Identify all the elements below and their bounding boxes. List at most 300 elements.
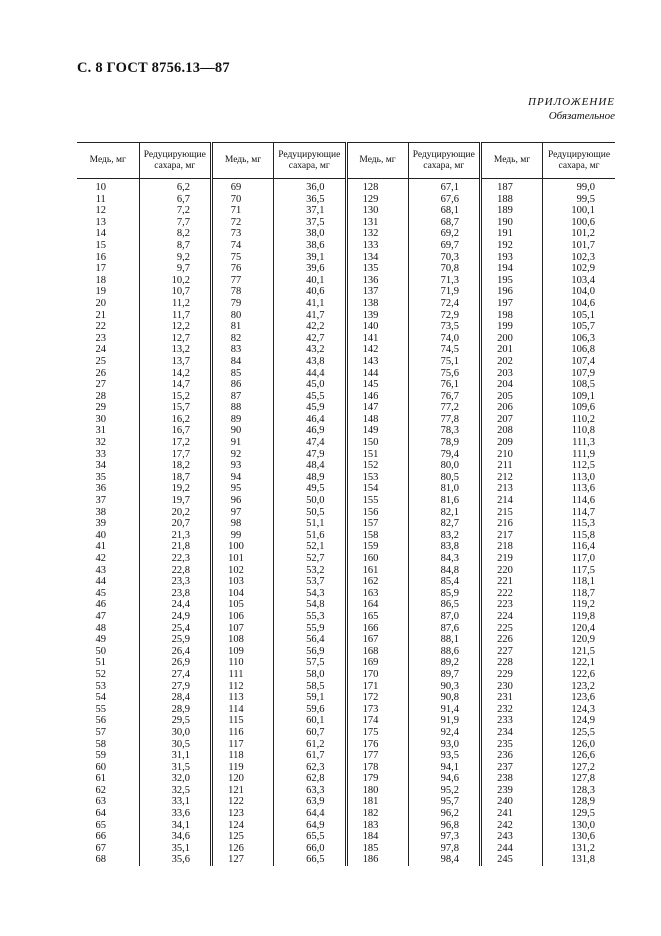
copper-cell: 82 xyxy=(212,333,274,345)
copper-cell: 169 xyxy=(346,657,408,669)
sugar-cell: 9,7 xyxy=(139,263,212,275)
copper-cell: 165 xyxy=(346,611,408,623)
copper-cell: 189 xyxy=(481,205,543,217)
copper-cell: 101 xyxy=(212,553,274,565)
sugar-cell: 85,4 xyxy=(408,576,481,588)
table-row xyxy=(77,228,615,240)
copper-cell: 204 xyxy=(481,379,543,391)
sugar-cell: 51,1 xyxy=(274,518,347,530)
copper-cell: 81 xyxy=(212,321,274,333)
sugar-cell: 106,8 xyxy=(543,344,616,356)
sugar-cell: 120,4 xyxy=(543,623,616,635)
copper-cell: 116 xyxy=(212,727,274,739)
copper-cell: 44 xyxy=(95,576,106,588)
copper-cell: 226 xyxy=(481,634,543,646)
copper-cell: 208 xyxy=(481,425,543,437)
sugar-cell: 71,3 xyxy=(408,275,481,287)
sugar-cell: 77,2 xyxy=(408,402,481,414)
sugar-cell: 102,3 xyxy=(543,252,616,264)
copper-cell: 57 xyxy=(95,726,106,738)
sugar-cell: 128,9 xyxy=(543,796,616,808)
copper-cell: 225 xyxy=(481,623,543,635)
sugar-cell: 83,8 xyxy=(408,541,481,553)
sugar-cell: 75,6 xyxy=(408,368,481,380)
copper-cell: 132 xyxy=(346,228,408,240)
sugar-cell: 131,8 xyxy=(543,854,616,866)
sugar-cell: 17,7 xyxy=(139,449,212,461)
sugar-cell: 75,1 xyxy=(408,356,481,368)
copper-cell: 47 xyxy=(95,610,106,622)
copper-cell: 153 xyxy=(346,472,408,484)
table-row xyxy=(77,681,615,693)
sugar-cell: 70,3 xyxy=(408,252,481,264)
copper-cell: 49 xyxy=(95,634,106,646)
copper-cell: 236 xyxy=(481,750,543,762)
copper-cell: 197 xyxy=(481,298,543,310)
sugar-cell: 31,1 xyxy=(139,750,212,762)
sugar-cell: 74,5 xyxy=(408,344,481,356)
copper-cell: 99 xyxy=(212,530,274,542)
copper-cell: 71 xyxy=(212,205,274,217)
table-row xyxy=(77,808,615,820)
copper-cell: 48 xyxy=(95,622,106,634)
copper-cell: 168 xyxy=(346,646,408,658)
sugar-cell: 84,8 xyxy=(408,565,481,577)
copper-cell: 15 xyxy=(95,239,106,251)
sugar-cell: 56,4 xyxy=(274,634,347,646)
table-row xyxy=(77,599,615,611)
sugar-cell: 126,6 xyxy=(543,750,616,762)
sugar-cell: 73,5 xyxy=(408,321,481,333)
sugar-cell: 67,6 xyxy=(408,194,481,206)
copper-cell: 65 xyxy=(95,819,106,831)
copper-cell: 86 xyxy=(212,379,274,391)
copper-cell: 188 xyxy=(481,194,543,206)
copper-cell: 238 xyxy=(481,773,543,785)
table-row xyxy=(77,507,615,519)
sugar-cell: 114,6 xyxy=(543,495,616,507)
sugar-cell: 7,2 xyxy=(139,205,212,217)
sugar-cell: 9,2 xyxy=(139,252,212,264)
sugar-cell: 127,2 xyxy=(543,762,616,774)
copper-cell: 158 xyxy=(346,530,408,542)
copper-cell: 50 xyxy=(95,645,106,657)
copper-cell: 98 xyxy=(212,518,274,530)
sugar-cell: 111,3 xyxy=(543,437,616,449)
sugar-cell: 60,1 xyxy=(274,715,347,727)
copper-cell: 33 xyxy=(95,448,106,460)
copper-cell: 60 xyxy=(95,761,106,773)
table-row xyxy=(77,179,615,194)
sugar-cell: 60,7 xyxy=(274,727,347,739)
copper-cell: 94 xyxy=(212,472,274,484)
copper-cell: 46 xyxy=(95,599,106,611)
sugar-cell: 121,5 xyxy=(543,646,616,658)
copper-cell: 107 xyxy=(212,623,274,635)
table-row xyxy=(77,310,615,322)
copper-cell: 10 xyxy=(95,182,106,193)
sugar-cell: 115,8 xyxy=(543,530,616,542)
copper-cell: 51 xyxy=(95,657,106,669)
sugar-cell: 58,0 xyxy=(274,669,347,681)
sugar-cell: 38,0 xyxy=(274,228,347,240)
copper-cell: 14 xyxy=(95,228,106,240)
sugar-cell: 50,5 xyxy=(274,507,347,519)
sugar-cell: 30,5 xyxy=(139,739,212,751)
table-row xyxy=(77,576,615,588)
sugar-cell: 28,4 xyxy=(139,692,212,704)
sugar-cell: 10,7 xyxy=(139,286,212,298)
sugar-cell: 109,1 xyxy=(543,391,616,403)
copper-cell: 184 xyxy=(346,831,408,843)
copper-cell: 176 xyxy=(346,739,408,751)
sugar-cell: 62,3 xyxy=(274,762,347,774)
sugar-cell: 11,7 xyxy=(139,310,212,322)
header-copper: Медь, мг xyxy=(77,143,139,179)
sugar-cell: 93,0 xyxy=(408,739,481,751)
sugar-cell: 120,9 xyxy=(543,634,616,646)
sugar-cell: 19,7 xyxy=(139,495,212,507)
table-row xyxy=(77,240,615,252)
copper-cell: 125 xyxy=(212,831,274,843)
table-row xyxy=(77,773,615,785)
sugar-cell: 41,1 xyxy=(274,298,347,310)
table-row xyxy=(77,321,615,333)
copper-cell: 211 xyxy=(481,460,543,472)
copper-cell: 180 xyxy=(346,785,408,797)
sugar-cell: 127,8 xyxy=(543,773,616,785)
sugar-cell: 55,3 xyxy=(274,611,347,623)
copper-cell: 203 xyxy=(481,368,543,380)
copper-cell: 156 xyxy=(346,507,408,519)
sugar-cell: 16,7 xyxy=(139,425,212,437)
copper-cell: 80 xyxy=(212,310,274,322)
sugar-cell: 59,6 xyxy=(274,704,347,716)
table-row xyxy=(77,391,615,403)
copper-sugar-table xyxy=(77,142,615,866)
copper-cell: 138 xyxy=(346,298,408,310)
copper-cell: 131 xyxy=(346,217,408,229)
copper-cell: 218 xyxy=(481,541,543,553)
sugar-cell: 88,1 xyxy=(408,634,481,646)
copper-cell: 241 xyxy=(481,808,543,820)
copper-cell: 161 xyxy=(346,565,408,577)
sugar-cell: 110,8 xyxy=(543,425,616,437)
sugar-cell: 23,3 xyxy=(139,576,212,588)
sugar-cell: 24,4 xyxy=(139,599,212,611)
table-row xyxy=(77,541,615,553)
sugar-cell: 104,6 xyxy=(543,298,616,310)
copper-cell: 69 xyxy=(212,179,274,194)
copper-cell: 212 xyxy=(481,472,543,484)
sugar-cell: 15,2 xyxy=(139,391,212,403)
sugar-cell: 123,2 xyxy=(543,681,616,693)
copper-cell: 172 xyxy=(346,692,408,704)
copper-cell: 90 xyxy=(212,425,274,437)
sugar-cell: 56,9 xyxy=(274,646,347,658)
copper-cell: 154 xyxy=(346,483,408,495)
table-row xyxy=(77,368,615,380)
sugar-cell: 111,9 xyxy=(543,449,616,461)
sugar-cell: 74,0 xyxy=(408,333,481,345)
sugar-cell: 122,1 xyxy=(543,657,616,669)
copper-cell: 130 xyxy=(346,205,408,217)
copper-cell: 237 xyxy=(481,762,543,774)
table-row xyxy=(77,588,615,600)
copper-cell: 118 xyxy=(212,750,274,762)
sugar-cell: 67,1 xyxy=(408,179,481,194)
copper-cell: 134 xyxy=(346,252,408,264)
copper-cell: 150 xyxy=(346,437,408,449)
table-row xyxy=(77,634,615,646)
copper-cell: 194 xyxy=(481,263,543,275)
copper-cell: 160 xyxy=(346,553,408,565)
copper-cell: 222 xyxy=(481,588,543,600)
table-row xyxy=(77,275,615,287)
sugar-cell: 129,5 xyxy=(543,808,616,820)
header-copper: Медь, мг xyxy=(212,143,274,179)
copper-cell: 167 xyxy=(346,634,408,646)
copper-cell: 179 xyxy=(346,773,408,785)
sugar-cell: 32,5 xyxy=(139,785,212,797)
sugar-cell: 8,7 xyxy=(139,240,212,252)
sugar-cell: 86,5 xyxy=(408,599,481,611)
sugar-cell: 38,6 xyxy=(274,240,347,252)
sugar-cell: 27,4 xyxy=(139,669,212,681)
copper-cell: 140 xyxy=(346,321,408,333)
table-row xyxy=(77,495,615,507)
copper-cell: 54 xyxy=(95,692,106,704)
copper-cell: 205 xyxy=(481,391,543,403)
copper-cell: 42 xyxy=(95,553,106,564)
sugar-cell: 45,9 xyxy=(274,402,347,414)
copper-cell: 115 xyxy=(212,715,274,727)
sugar-cell: 102,9 xyxy=(543,263,616,275)
sugar-cell: 95,7 xyxy=(408,796,481,808)
table-row xyxy=(77,715,615,727)
sugar-cell: 41,7 xyxy=(274,310,347,322)
sugar-cell: 15,7 xyxy=(139,402,212,414)
sugar-cell: 126,0 xyxy=(543,739,616,751)
copper-cell: 201 xyxy=(481,344,543,356)
copper-cell: 97 xyxy=(212,507,274,519)
sugar-cell: 39,6 xyxy=(274,263,347,275)
sugar-cell: 128,3 xyxy=(543,785,616,797)
sugar-cell: 20,7 xyxy=(139,518,212,530)
sugar-cell: 110,2 xyxy=(543,414,616,426)
sugar-cell: 123,6 xyxy=(543,692,616,704)
sugar-cell: 14,7 xyxy=(139,379,212,391)
sugar-cell: 6,7 xyxy=(139,194,212,206)
table-row xyxy=(77,843,615,855)
sugar-cell: 42,2 xyxy=(274,321,347,333)
sugar-cell: 94,1 xyxy=(408,762,481,774)
copper-cell: 144 xyxy=(346,368,408,380)
sugar-cell: 69,2 xyxy=(408,228,481,240)
sugar-cell: 90,8 xyxy=(408,692,481,704)
sugar-cell: 88,6 xyxy=(408,646,481,658)
sugar-cell: 99,5 xyxy=(543,194,616,206)
copper-cell: 12 xyxy=(95,205,106,217)
copper-cell: 38 xyxy=(95,506,106,518)
copper-cell: 91 xyxy=(212,437,274,449)
copper-cell: 72 xyxy=(212,217,274,229)
copper-cell: 45 xyxy=(95,587,106,599)
copper-cell: 117 xyxy=(212,739,274,751)
copper-cell: 231 xyxy=(481,692,543,704)
sugar-cell: 64,4 xyxy=(274,808,347,820)
copper-cell: 75 xyxy=(212,252,274,264)
copper-cell: 124 xyxy=(212,820,274,832)
copper-cell: 215 xyxy=(481,507,543,519)
sugar-cell: 19,2 xyxy=(139,483,212,495)
copper-cell: 104 xyxy=(212,588,274,600)
sugar-cell: 93,5 xyxy=(408,750,481,762)
table-row xyxy=(77,692,615,704)
table-row xyxy=(77,820,615,832)
copper-cell: 200 xyxy=(481,333,543,345)
copper-cell: 113 xyxy=(212,692,274,704)
copper-cell: 73 xyxy=(212,228,274,240)
copper-cell: 20 xyxy=(95,297,106,309)
sugar-cell: 39,1 xyxy=(274,252,347,264)
sugar-cell: 122,6 xyxy=(543,669,616,681)
sugar-cell: 96,8 xyxy=(408,820,481,832)
copper-cell: 228 xyxy=(481,657,543,669)
sugar-cell: 124,3 xyxy=(543,704,616,716)
table-row xyxy=(77,460,615,472)
copper-cell: 66 xyxy=(95,831,106,843)
copper-cell: 70 xyxy=(212,194,274,206)
sugar-cell: 44,4 xyxy=(274,368,347,380)
copper-cell: 136 xyxy=(346,275,408,287)
sugar-cell: 47,4 xyxy=(274,437,347,449)
copper-cell: 121 xyxy=(212,785,274,797)
copper-cell: 202 xyxy=(481,356,543,368)
copper-cell: 100 xyxy=(212,541,274,553)
copper-cell: 223 xyxy=(481,599,543,611)
sugar-cell: 30,0 xyxy=(139,727,212,739)
copper-cell: 76 xyxy=(212,263,274,275)
table-row xyxy=(77,483,615,495)
sugar-cell: 76,1 xyxy=(408,379,481,391)
copper-cell: 109 xyxy=(212,646,274,658)
sugar-cell: 92,4 xyxy=(408,727,481,739)
copper-cell: 85 xyxy=(212,368,274,380)
table-row xyxy=(77,854,615,866)
copper-cell: 177 xyxy=(346,750,408,762)
sugar-cell: 71,9 xyxy=(408,286,481,298)
sugar-cell: 27,9 xyxy=(139,681,212,693)
table-row xyxy=(77,356,615,368)
table-row xyxy=(77,530,615,542)
copper-cell: 181 xyxy=(346,796,408,808)
sugar-cell: 23,8 xyxy=(139,588,212,600)
copper-cell: 43 xyxy=(95,564,106,576)
copper-cell: 52 xyxy=(95,668,106,680)
sugar-cell: 119,8 xyxy=(543,611,616,623)
copper-cell: 240 xyxy=(481,796,543,808)
sugar-cell: 100,6 xyxy=(543,217,616,229)
copper-cell: 187 xyxy=(481,179,543,194)
copper-cell: 227 xyxy=(481,646,543,658)
sugar-cell: 95,2 xyxy=(408,785,481,797)
copper-cell: 174 xyxy=(346,715,408,727)
table-row xyxy=(77,727,615,739)
copper-cell: 190 xyxy=(481,217,543,229)
copper-cell: 182 xyxy=(346,808,408,820)
copper-cell: 96 xyxy=(212,495,274,507)
sugar-cell: 101,7 xyxy=(543,240,616,252)
sugar-cell: 46,9 xyxy=(274,425,347,437)
table-row xyxy=(77,217,615,229)
sugar-cell: 112,5 xyxy=(543,460,616,472)
sugar-cell: 58,5 xyxy=(274,681,347,693)
sugar-cell: 118,1 xyxy=(543,576,616,588)
sugar-cell: 81,0 xyxy=(408,483,481,495)
sugar-cell: 26,4 xyxy=(139,646,212,658)
copper-cell: 164 xyxy=(346,599,408,611)
sugar-cell: 51,6 xyxy=(274,530,347,542)
header-sugar: Редуцирующие сахара, мг xyxy=(408,143,481,179)
copper-cell: 93 xyxy=(212,460,274,472)
copper-cell: 56 xyxy=(95,715,106,727)
sugar-cell: 63,3 xyxy=(274,785,347,797)
copper-cell: 166 xyxy=(346,623,408,635)
sugar-cell: 32,0 xyxy=(139,773,212,785)
copper-cell: 147 xyxy=(346,402,408,414)
table-row xyxy=(77,669,615,681)
copper-cell: 245 xyxy=(481,854,543,866)
sugar-cell: 48,9 xyxy=(274,472,347,484)
copper-cell: 35 xyxy=(95,471,106,483)
copper-cell: 74 xyxy=(212,240,274,252)
table-row xyxy=(77,344,615,356)
copper-cell: 63 xyxy=(95,796,106,808)
sugar-cell: 68,7 xyxy=(408,217,481,229)
copper-cell: 55 xyxy=(95,703,106,715)
sugar-cell: 78,3 xyxy=(408,425,481,437)
sugar-cell: 72,9 xyxy=(408,310,481,322)
sugar-cell: 55,9 xyxy=(274,623,347,635)
copper-cell: 22 xyxy=(95,321,106,333)
table-body xyxy=(77,179,615,867)
copper-cell: 209 xyxy=(481,437,543,449)
copper-cell: 123 xyxy=(212,808,274,820)
copper-cell: 221 xyxy=(481,576,543,588)
copper-cell: 39 xyxy=(95,518,106,530)
sugar-cell: 76,7 xyxy=(408,391,481,403)
sugar-cell: 125,5 xyxy=(543,727,616,739)
copper-cell: 244 xyxy=(481,843,543,855)
copper-cell: 114 xyxy=(212,704,274,716)
copper-cell: 103 xyxy=(212,576,274,588)
sugar-cell: 94,6 xyxy=(408,773,481,785)
table-row xyxy=(77,739,615,751)
copper-cell: 13 xyxy=(95,216,106,228)
copper-cell: 195 xyxy=(481,275,543,287)
copper-cell: 77 xyxy=(212,275,274,287)
sugar-cell: 116,4 xyxy=(543,541,616,553)
sugar-cell: 12,7 xyxy=(139,333,212,345)
sugar-cell: 65,5 xyxy=(274,831,347,843)
table-row xyxy=(77,402,615,414)
table-row xyxy=(77,750,615,762)
copper-cell: 18 xyxy=(95,274,106,286)
sugar-cell: 20,2 xyxy=(139,507,212,519)
sugar-cell: 22,3 xyxy=(139,553,212,565)
copper-cell: 229 xyxy=(481,669,543,681)
